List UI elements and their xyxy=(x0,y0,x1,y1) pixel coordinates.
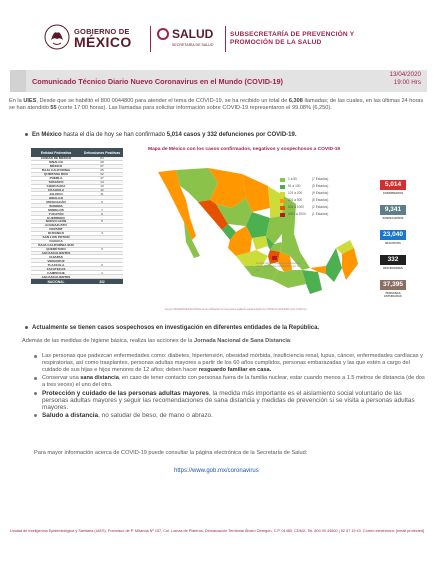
para-bold: Jornada Nacional de Sana Distancia xyxy=(193,338,291,344)
table-cell-deaths: 11 xyxy=(100,191,104,196)
measure-item xyxy=(34,353,426,375)
legend-count: (9 Estados) xyxy=(312,191,329,195)
table-cell-state: TLAXCALA xyxy=(47,262,65,267)
table-cell-deaths: 12 xyxy=(100,187,104,192)
table-cell-state: CAMPECHE xyxy=(47,270,65,275)
table-cell-state: MORELOS xyxy=(48,207,64,212)
table-cell-state: MÉXICO xyxy=(49,164,63,169)
measure-tail: , no saludar de beso, de mano o abrazo. xyxy=(98,412,213,420)
stat-label: DEFUNCIONES xyxy=(383,266,403,270)
measure-bold: Saludo a distancia xyxy=(42,412,99,420)
table-cell-state: COAHUILA xyxy=(47,187,65,192)
legend-swatch xyxy=(280,185,285,189)
table-col-state: Entidad Federativa xyxy=(40,150,72,155)
intro-uies: UIES xyxy=(23,98,37,104)
table-cell-state: CHIHUAHUA xyxy=(46,184,66,189)
title-bar xyxy=(10,70,427,92)
table-col-deaths: Defunciones Positivas xyxy=(83,150,121,155)
stat-label: PERSONAS ESTUDIADAS xyxy=(384,291,402,298)
header xyxy=(0,0,435,62)
stat-card xyxy=(380,230,406,255)
table-cell-state: ZACATECAS xyxy=(46,266,66,271)
table-cell-state: JALISCO xyxy=(49,191,63,196)
report-date: 13/04/2020 xyxy=(389,71,421,78)
measure-bold: sana distancia xyxy=(80,375,119,382)
table-cell-deaths: 22 xyxy=(100,172,104,177)
table-cell-state: GUERRERO xyxy=(47,215,65,220)
stats-panel xyxy=(380,180,406,305)
table-total-label: NACIONAL xyxy=(47,279,65,284)
table-cell-deaths: 9 xyxy=(101,199,103,204)
measure-text: Conservar una xyxy=(42,375,81,382)
legend-swatch xyxy=(280,178,285,182)
more-info-text: Para mayor información acerca de COVID-19 puede consultar la página electrónica de la Secretaría de Salud: xyxy=(34,450,308,456)
stat-label: NEGATIVOS xyxy=(385,241,401,245)
stat-card xyxy=(380,205,406,230)
stat-card xyxy=(380,180,406,205)
table-cell-deaths: 4 xyxy=(101,231,103,236)
gov-big-text: MÉXICO xyxy=(74,34,132,50)
legend-range: 51 a 100 xyxy=(288,184,301,188)
table-cell-state: AGUASCALIENTES xyxy=(41,274,71,279)
table-cell-deaths: 3 xyxy=(101,247,103,252)
table-cell-state: CHIAPAS xyxy=(49,254,63,259)
deaths-by-state-table xyxy=(31,148,123,284)
table-cell-state: GUANAJUATO xyxy=(45,223,67,228)
measure-item xyxy=(34,412,426,419)
bullet-confirmed-text: 5,014 casos y 332 defunciones por COVID-19. xyxy=(166,132,297,138)
table-cell-deaths: 84 xyxy=(100,156,104,161)
eagle-emblem-icon xyxy=(44,24,70,50)
stat-label: CONFIRMADOS xyxy=(382,191,404,195)
table-cell-deaths: 28 xyxy=(100,160,104,165)
stat-value: 5,014 xyxy=(380,180,406,190)
table-cell-deaths: 27 xyxy=(100,164,104,169)
legend-count: (5 Estados) xyxy=(312,184,329,188)
stat-value: 23,040 xyxy=(380,230,406,240)
map-legend xyxy=(280,176,344,218)
legend-item xyxy=(280,204,344,211)
table-cell-state: OAXACA xyxy=(49,239,63,244)
intro-text: (corte 17:00 horas). Las llamadas para solicitar información sobre COVID-19 representaron el 99.08% (6,250). xyxy=(56,105,332,112)
date-box xyxy=(389,71,421,87)
table-cell-state: SINALOA xyxy=(49,160,63,165)
last24-calls: 55 xyxy=(50,105,57,112)
table-cell-deaths: 6 xyxy=(101,211,103,216)
bullet-suspected-text: Actualmente se tienen casos sospechosos en investigación en diferentes entidades de la República. xyxy=(32,325,320,331)
legend-range: 1 a 50 xyxy=(288,177,297,181)
legend-swatch xyxy=(280,213,285,217)
table-body xyxy=(31,157,123,279)
legend-swatch xyxy=(280,199,285,203)
table-cell-state: CIUDAD DE MÉXICO xyxy=(40,156,72,161)
legend-range: 501 a 1000 xyxy=(288,205,304,209)
measure-tail: , en caso de tener contacto con personas fuera de la familia nuclear, estar cuando menos a 1.5 metros de distancia (de dos a tres veces) el uno del otro. xyxy=(42,375,425,389)
table-total-value: 332 xyxy=(99,279,105,284)
bullet-confirmed xyxy=(25,132,297,138)
table-cell-state: SONORA xyxy=(49,203,63,208)
measure-item xyxy=(34,390,426,412)
legend-item xyxy=(280,197,344,204)
legend-count: (8 Estados) xyxy=(312,198,329,202)
measure-text: Las personas que padezcan enfermedades como: diabetes, hipertensión, obesidad mórbida, insuficiencia renal, lupus, cáncer, enfermedades cardíacas y respiratorias, así como trasplantes, personas adultas mayores a partir de los 60 años cumplidos, personas embarazadas y las que estén a cargo del cuidado de sus hijas e hijos menores de 12 años; deben hacer xyxy=(42,353,423,374)
legend-swatch xyxy=(280,206,285,210)
footer-text: Unidad de Inteligencia Epidemiológica y Sanitaria (UIES). Francisco de P. Miranda Nº 157, Col. Lomas de Plateros, Demarcación Territorial Álvaro Obregón, C.P. 01480, CDMX. Tel. 800 00 44800 | 52 57 19 43. Correo electrónico: [email protected] xyxy=(10,529,425,533)
table-cell-deaths: 1 xyxy=(101,270,103,275)
measure-bold: Protección y cuidado de las personas adultas mayores xyxy=(42,390,209,398)
table-cell-state: PUEBLA xyxy=(49,176,63,181)
salud-logo[interactable] xyxy=(157,28,213,40)
stat-card xyxy=(380,255,406,280)
table-total-row xyxy=(31,279,123,284)
map-oaxaca xyxy=(272,270,306,288)
legend-count: (7 Estados) xyxy=(312,177,329,181)
table-cell-deaths: 2 xyxy=(101,262,103,267)
legend-swatch xyxy=(280,192,285,196)
legend-range: 101 a 200 xyxy=(288,191,303,195)
header-divider xyxy=(225,26,226,52)
para-text: : xyxy=(290,338,292,344)
map-guanajuato xyxy=(252,236,268,250)
stat-value: 332 xyxy=(380,255,406,265)
table-cell-state: YUCATÁN xyxy=(48,211,64,216)
table-cell-deaths: 7 xyxy=(101,207,103,212)
bullet-suspected xyxy=(25,325,319,331)
legend-range: 1001 a 2000 xyxy=(288,212,306,216)
measure-item xyxy=(34,375,426,389)
para-text: Además de las medidas de higiene básica, realiza las acciones de la xyxy=(22,338,194,344)
table-cell-state: NAYARIT xyxy=(49,227,63,232)
map-quintana-roo xyxy=(342,248,358,280)
salud-subtitle: SECRETARÍA DE SALUD xyxy=(172,43,214,47)
table-cell-state: QUERÉTARO xyxy=(46,247,66,252)
legend-item xyxy=(280,176,344,183)
table-cell-state: TABASCO xyxy=(48,180,64,185)
title-strip xyxy=(10,70,26,92)
subsecretaria-line1: SUBSECRETARÍA DE PREVENCIÓN Y xyxy=(230,31,355,38)
map-title: Mapa de México con los casos confirmados, negativos y sospechosos a COVID-19 xyxy=(148,147,341,152)
map-campeche xyxy=(326,248,342,282)
legend-item xyxy=(280,211,344,218)
report-time: 19:00 Hrs xyxy=(393,79,421,86)
table-cell-deaths: 13 xyxy=(100,184,104,189)
legend-item xyxy=(280,190,344,197)
map-note: La información presentada corresponde a la fecha de corte 13/04/2020 a las 13 hrs. xyxy=(256,262,301,272)
header-divider xyxy=(150,26,151,52)
table-cell-state: MICHOACÁN xyxy=(46,199,66,204)
table-cell-deaths: 14 xyxy=(100,180,104,185)
stat-label: SOSPECHOSOS xyxy=(382,216,404,220)
coronavirus-link[interactable]: https://www.gob.mx/coronavirus xyxy=(174,468,259,474)
legend-count: (2 Estados) xyxy=(312,205,329,209)
table-cell-deaths: 5 xyxy=(101,219,103,224)
table-cell-state: AGUASCALIENTES xyxy=(41,250,71,255)
salud-text: SALUD xyxy=(172,27,214,41)
table-cell-state: NUEVO LEÓN xyxy=(45,219,67,224)
subsecretaria-line2: PROMOCIÓN DE LA SALUD xyxy=(230,39,322,47)
bullet-prefix: En México xyxy=(32,132,62,138)
table-cell-state: VERACRUZ xyxy=(47,258,65,263)
intro-text: , Desde que se habilitó el 800 0044800 para atender el tema de COVID-19, se ha recibido un total de xyxy=(36,98,289,104)
legend-item xyxy=(280,183,344,190)
measure-tail: , la medida más importante es el aislamiento social voluntario de las personas adultas mayores y seguir las recomendaciones de sana distancia y medidas de prevención si se visita a personas adultas mayores. xyxy=(42,390,415,412)
table-cell-state: DURANGO xyxy=(48,231,64,236)
bullet-dot xyxy=(25,326,28,329)
page-title: Comunicado Técnico Diario Nuevo Coronavirus en el Mundo (COVID-19) xyxy=(32,77,283,86)
table-cell-state: HIDALGO xyxy=(48,195,64,200)
map-source: Fuente: SINAVE/DGE/SALUD/Sistema de notificación en línea para la vigilancia epidemiológica de COVID-19 13/04/2020 (corte 13:00 hrs) xyxy=(165,309,307,311)
legend-count: (1 Estados) xyxy=(312,212,329,216)
map-cdmx xyxy=(272,256,277,260)
table-cell-state: QUINTANA ROO xyxy=(44,172,68,177)
bullet-middle: hasta el día de hoy se han confirmado xyxy=(61,132,167,138)
table-cell-state: BAJA CALIFORNIA xyxy=(41,168,71,173)
intro-text: llamadas; de las cuales, en las últimas 24 horas se han atendido xyxy=(9,98,424,112)
measures-list xyxy=(34,353,426,420)
bullet-dot xyxy=(25,133,28,136)
table-cell-state: SAN LUIS POTOSÍ xyxy=(42,235,70,240)
measure-bold: resguardo familiar en casa. xyxy=(198,367,272,374)
legend-range: 201 a 500 xyxy=(288,198,303,202)
table-cell-state: BAJA CALIFORNIA SUR xyxy=(38,243,74,248)
table-cell-deaths: 17 xyxy=(100,176,104,181)
salud-circle-icon xyxy=(157,28,169,40)
measures-paragraph xyxy=(22,338,422,345)
total-calls: 6,308 xyxy=(288,98,303,104)
stat-card xyxy=(380,280,406,305)
table-cell-deaths: 25 xyxy=(100,168,104,173)
intro-text: En la xyxy=(9,98,24,104)
stat-value: 9,341 xyxy=(380,205,406,215)
stat-value: 37,395 xyxy=(380,280,406,290)
gobierno-mexico-logo[interactable] xyxy=(44,24,132,50)
subsecretaria-title xyxy=(230,31,354,47)
gov-top-text: GOBIERNO DE xyxy=(74,27,130,36)
intro-paragraph xyxy=(9,98,426,113)
